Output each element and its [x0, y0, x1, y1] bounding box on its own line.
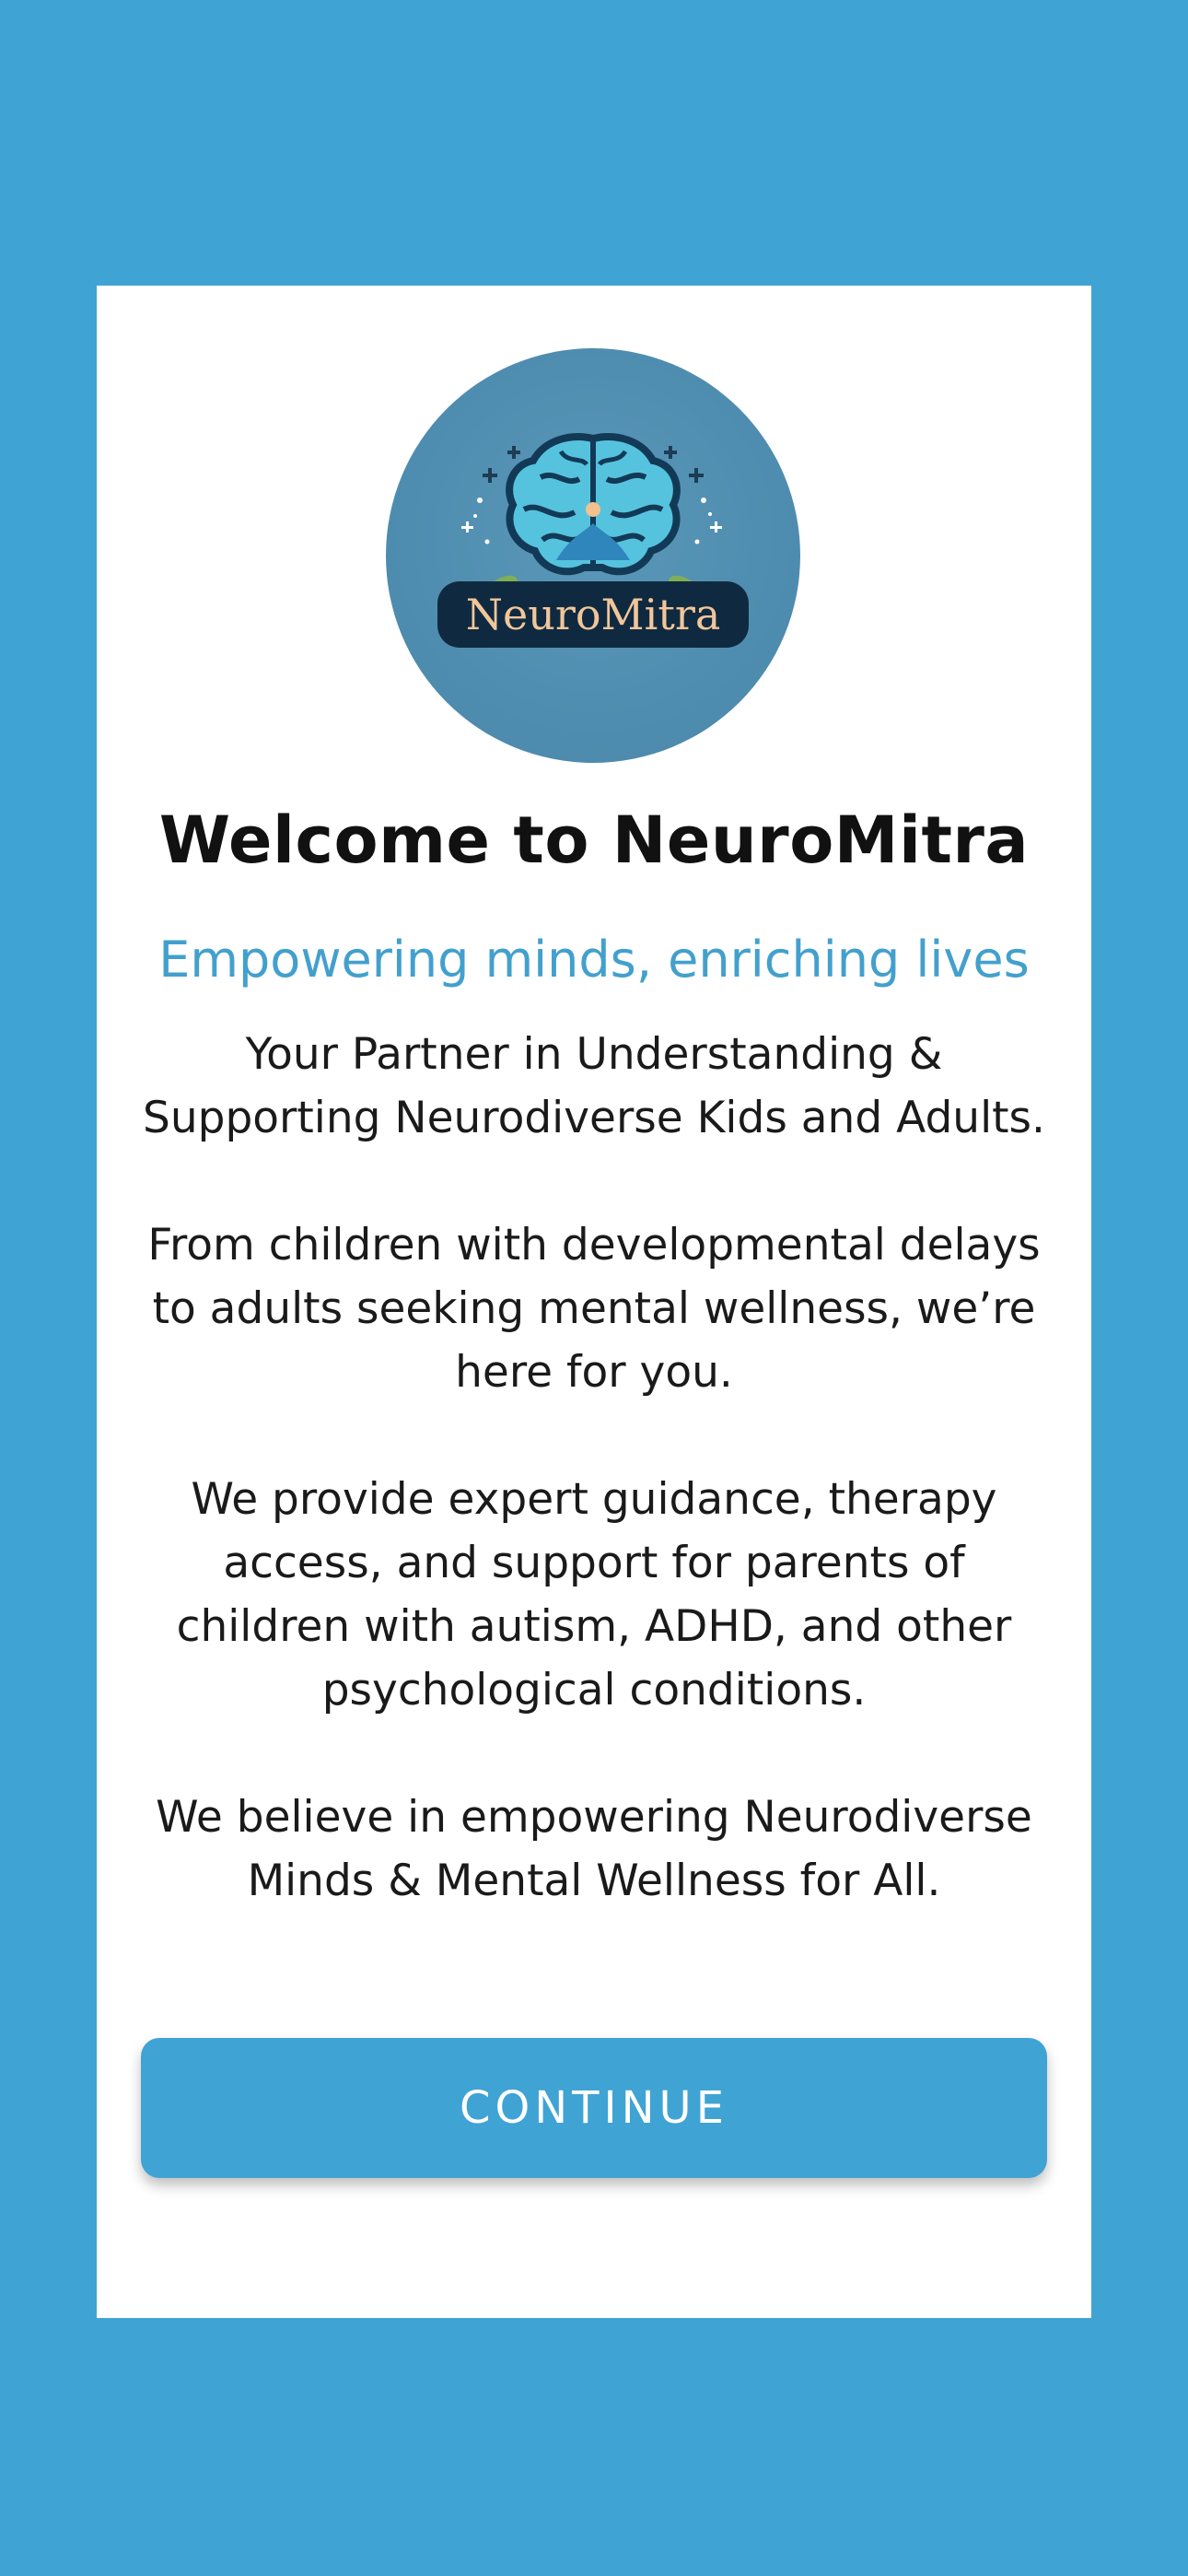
description-paragraph: Your Partner in Understanding & Supporting Neurodiverse Kids and Adults. — [143, 1029, 1045, 1143]
app-logo — [386, 348, 800, 763]
tagline: Empowering minds, enriching lives — [158, 931, 1030, 989]
description-paragraph: We provide expert guidance, therapy access, and support for parents of children with autism, ADHD, and other psychological conditions. — [176, 1474, 1012, 1715]
logo-text: NeuroMitra — [465, 590, 721, 639]
description-paragraph: We believe in empowering Neurodiverse Minds & Mental Wellness for All. — [156, 1792, 1032, 1906]
description-paragraph: From children with developmental delays to adults seeking mental wellness, we’re here for you. — [147, 1220, 1041, 1398]
welcome-description — [134, 1023, 1054, 1913]
continue-button[interactable]: CONTINUE — [141, 2038, 1047, 2178]
welcome-card — [97, 286, 1091, 2318]
brain-icon — [386, 348, 800, 763]
page-title: Welcome to NeuroMitra — [158, 802, 1030, 878]
